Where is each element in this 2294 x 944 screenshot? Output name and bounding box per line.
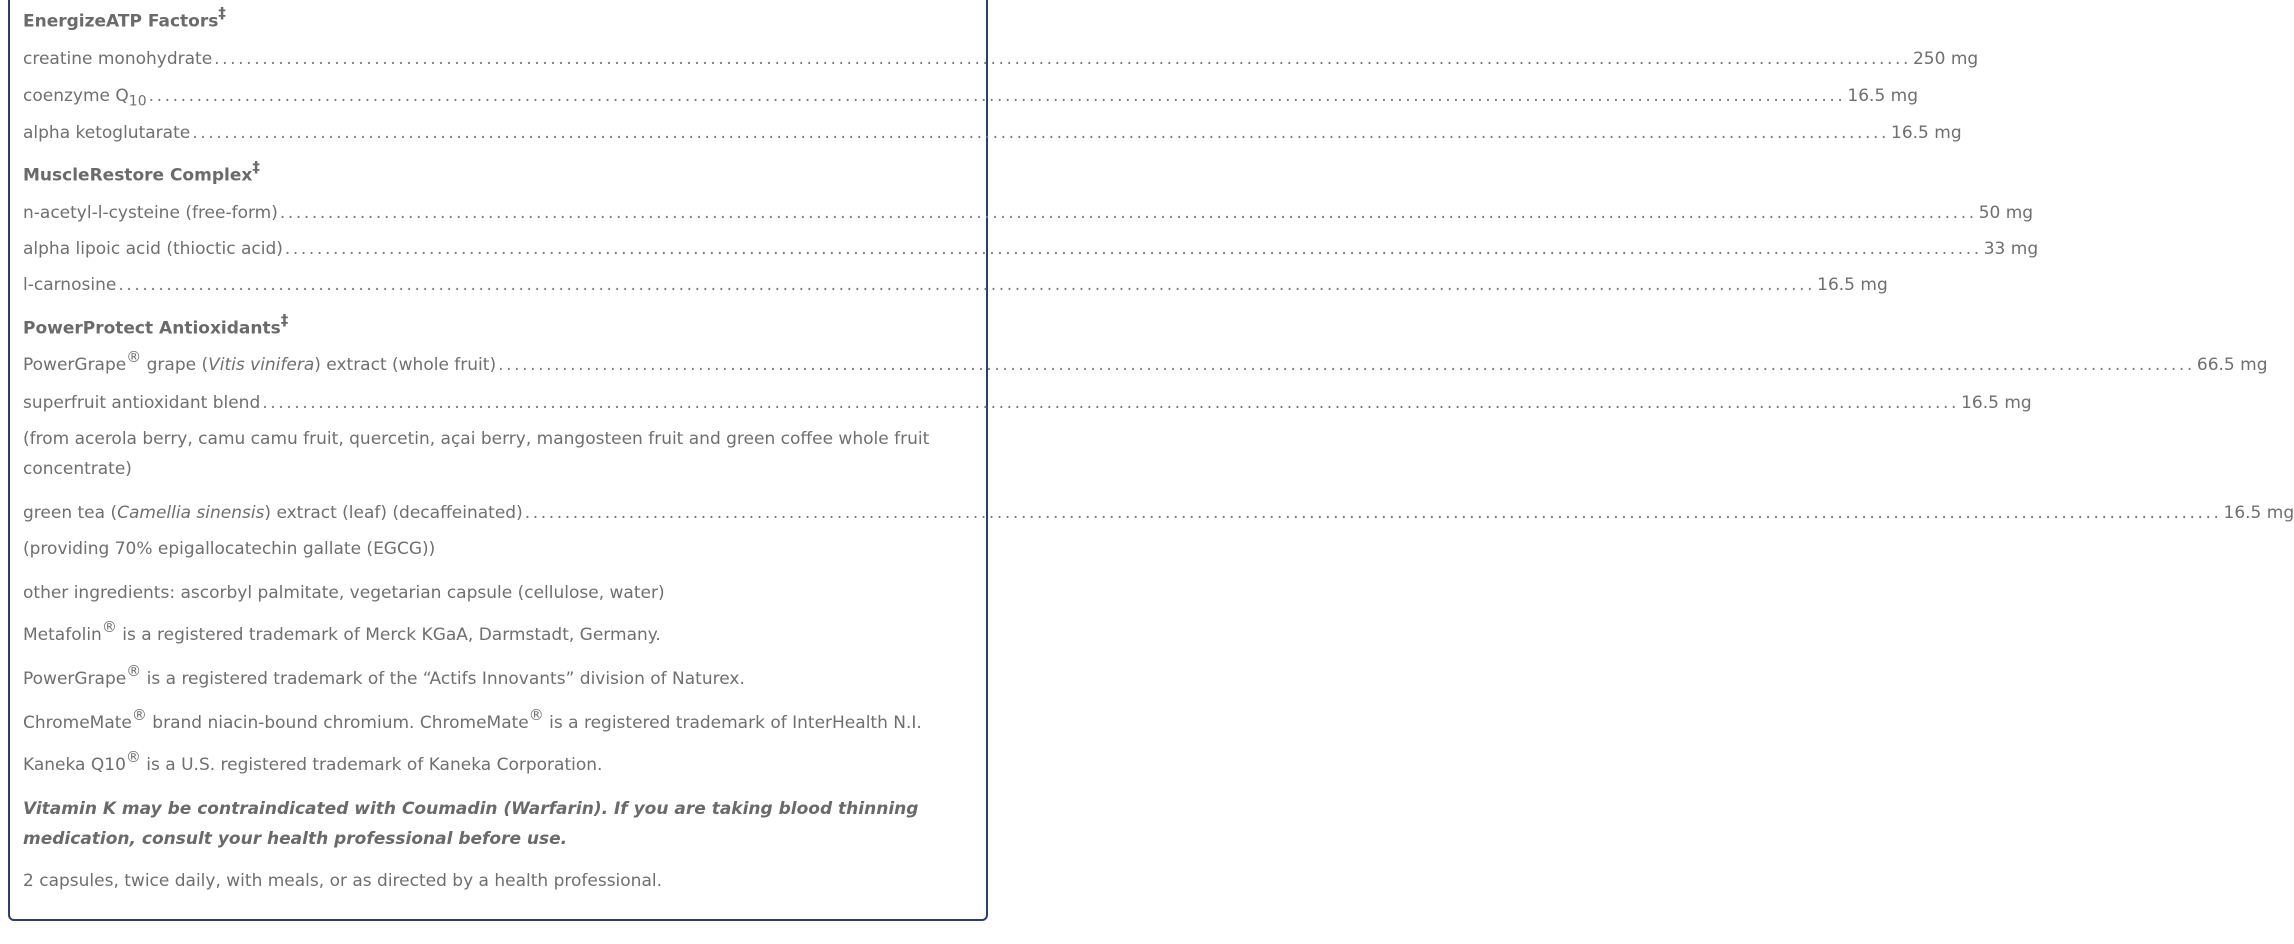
ingredient-note: (from acerola berry, camu camu fruit, quercetin, açai berry, mangosteen fruit and green coffee whole fruit concentrate) (23, 429, 930, 479)
trademark-kaneka: Kaneka Q10® is a U.S. registered trademark of Kaneka Corporation. (23, 748, 603, 775)
dot-leader: .................................................................................................................................................................................................................... (262, 393, 1960, 413)
ingredient-amount: 16.5 mg (1891, 123, 1962, 143)
ingredient-amount: 250 mg (1912, 49, 1979, 69)
footnote-mark: ‡ (252, 158, 260, 176)
ingredient-amount: 50 mg (1978, 203, 2034, 223)
ingredient-row (23, 348, 2268, 377)
ingredient-name: l-carnosine (23, 275, 117, 295)
trademark-powergrape: PowerGrape® is a registered trademark of the “Actifs Innovants” division of Naturex. (23, 662, 745, 689)
ingredient-row (23, 273, 1888, 297)
ingredient-amount: 16.5 mg (1847, 86, 1919, 106)
ingredient-row (23, 501, 2294, 525)
ingredient-row (23, 237, 2039, 261)
ingredient-row (23, 84, 1919, 110)
ingredient-name: coenzyme $Q_{10}$ (23, 86, 147, 110)
warning-text: Vitamin K may be contraindicated with Coumadin (Warfarin). If you are taking blood thinning medication, consult your health professional before use. (23, 799, 919, 849)
section-header-muscle (23, 157, 260, 188)
ingredient-name: n-acetyl-l-cysteine (free-form) (23, 203, 278, 223)
dot-leader: .................................................................................................................................................................................................................... (214, 49, 1911, 69)
footnote-mark: ‡ (218, 4, 226, 22)
section-title: EnergizeATP Factors (23, 11, 219, 32)
section-header-energize (23, 3, 226, 34)
ingredient-name: green tea (Camellia sinensis) extract (leaf) (decaffeinated) (23, 503, 523, 523)
ingredient-name: superfruit antioxidant blend (23, 393, 261, 413)
ingredient-amount: 16.5 mg (2223, 503, 2294, 523)
other-ingredients: other ingredients: ascorbyl palmitate, vegetarian capsule (cellulose, water) (23, 583, 665, 603)
dot-leader: .................................................................................................................................................................................................................... (524, 503, 2222, 523)
ingredient-row (23, 47, 1979, 71)
directions: 2 capsules, twice daily, with meals, or as directed by a health professional. (23, 871, 663, 891)
section-header-power (23, 310, 288, 341)
dot-leader: .................................................................................................................................................................................................................... (284, 239, 1982, 259)
trademark-chromemate: ChromeMate® brand niacin-bound chromium. ChromeMate® is a registered trademark of InterHealth N.I. (23, 706, 922, 733)
dot-leader: .................................................................................................................................................................................................................... (279, 203, 1977, 223)
section-title: PowerProtect Antioxidants (23, 318, 281, 339)
dot-leader: .................................................................................................................................................................................................................... (498, 355, 2195, 375)
ingredient-name: PowerGrape® grape (Vitis vinifera) extract (whole fruit) (23, 348, 497, 375)
ingredient-amount: 16.5 mg (1961, 393, 2032, 413)
dot-leader: .................................................................................................................................................................................................................... (192, 123, 1890, 143)
ingredient-amount: 16.5 mg (1817, 275, 1888, 295)
ingredient-name: alpha lipoic acid (thioctic acid) (23, 239, 283, 259)
ingredient-name: creatine monohydrate (23, 49, 213, 69)
ingredient-row (23, 391, 2032, 415)
footnote-mark: ‡ (280, 311, 289, 329)
ingredient-amount: 33 mg (1983, 239, 2039, 259)
section-title: MuscleRestore Complex (23, 165, 253, 186)
ingredient-row (23, 201, 2034, 225)
ingredient-note: (providing 70% epigallocatechin gallate (EGCG)) (23, 539, 436, 559)
dot-leader: .................................................................................................................................................................................................................... (118, 275, 1816, 295)
dot-leader: .................................................................................................................................................................................................................... (148, 86, 1846, 106)
ingredient-row (23, 121, 1962, 145)
ingredient-amount: 66.5 mg (2196, 355, 2268, 375)
ingredient-name: alpha ketoglutarate (23, 123, 191, 143)
trademark-metafolin: Metafolin® is a registered trademark of Merck KGaA, Darmstadt, Germany. (23, 618, 661, 645)
